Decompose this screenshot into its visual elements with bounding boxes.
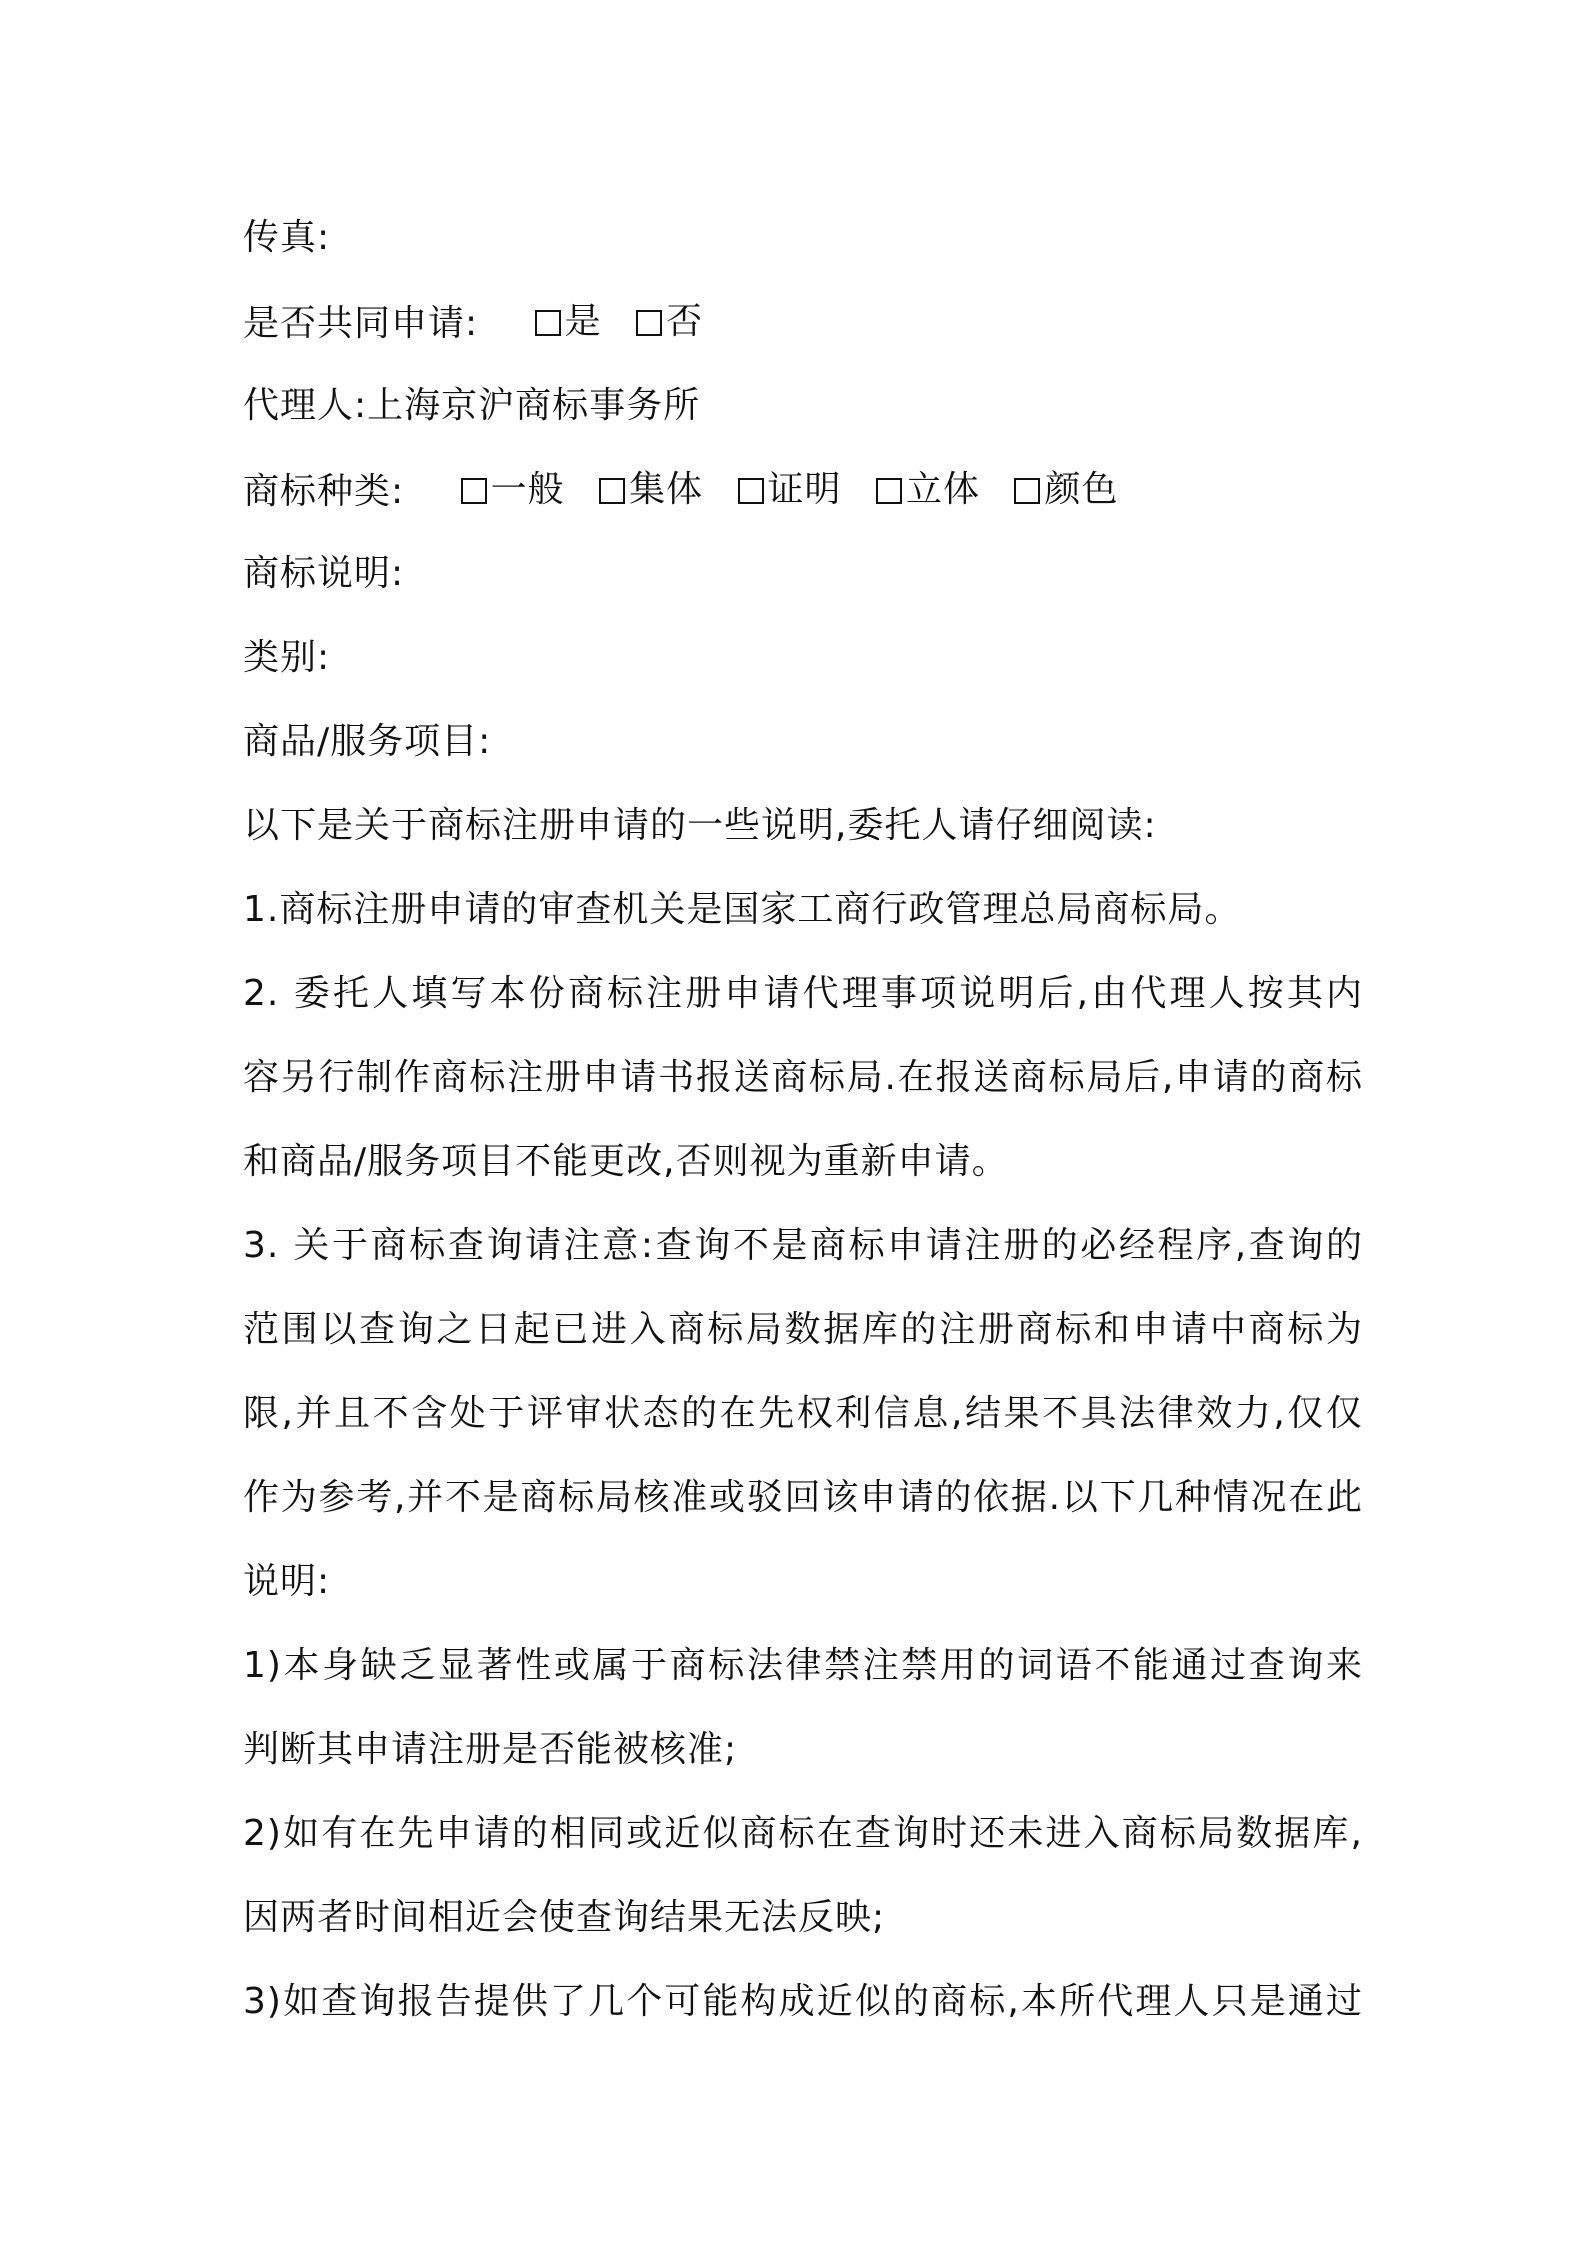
paragraph-line: 限,并且不含处于评审状态的在先权利信息,结果不具法律效力,仅仅 (243, 1393, 1363, 1434)
paragraph-line: 容另行制作商标注册申请书报送商标局.在报送商标局后,申请的商标 (243, 1057, 1363, 1098)
goods-services-label: 商品/服务项目: (243, 721, 492, 762)
checkbox-icon[interactable] (599, 478, 625, 504)
note-item-3 (243, 1204, 1363, 1624)
type-option-general-label: 一般 (490, 469, 565, 510)
paragraph-line: 2. 委托人填写本份商标注册申请代理事项说明后,由代理人按其内 (243, 973, 1363, 1014)
joint-application-field (243, 280, 1363, 364)
note-item-1: 1.商标注册申请的审查机关是国家工商行政管理总局商标局。 (243, 889, 1242, 930)
checkbox-icon[interactable] (461, 478, 487, 504)
joint-option-yes[interactable] (535, 280, 602, 364)
type-option-3d[interactable] (876, 448, 980, 532)
paragraph-line: 1)本身缺乏显著性或属于商标法律禁注禁用的词语不能通过查询来 (243, 1645, 1363, 1686)
checkbox-icon[interactable] (535, 310, 561, 336)
type-option-collective-label: 集体 (629, 469, 704, 510)
note-item-2 (243, 952, 1363, 1204)
type-option-certification[interactable] (738, 448, 842, 532)
trademark-type-label: 商标种类: (243, 471, 405, 512)
joint-option-yes-label: 是 (564, 301, 602, 342)
agent-field (243, 364, 1363, 448)
type-option-3d-label: 立体 (906, 469, 981, 510)
checkbox-icon[interactable] (738, 478, 764, 504)
paragraph-line: 2)如有在先申请的相同或近似商标在查询时还未进入商标局数据库, (243, 1813, 1363, 1854)
joint-option-no-label: 否 (666, 301, 704, 342)
joint-application-label: 是否共同申请: (243, 303, 479, 344)
joint-option-no[interactable] (636, 280, 703, 364)
agent-label: 代理人: (243, 385, 368, 426)
agent-value: 上海京沪商标事务所 (367, 385, 701, 426)
type-option-collective[interactable] (599, 448, 703, 532)
document-page (243, 196, 1363, 2044)
checkbox-icon[interactable] (636, 310, 662, 336)
checkbox-icon[interactable] (1014, 478, 1040, 504)
class-label: 类别: (243, 637, 331, 678)
paragraph-line: 说明: (243, 1561, 331, 1602)
fax-label: 传真: (243, 217, 331, 258)
note-sub-item-2 (243, 1792, 1363, 1960)
notes-intro: 以下是关于商标注册申请的一些说明,委托人请仔细阅读: (243, 805, 1157, 846)
paragraph-line: 3)如查询报告提供了几个可能构成近似的商标,本所代理人只是通过 (243, 1981, 1363, 2022)
checkbox-icon[interactable] (876, 478, 902, 504)
fax-field (243, 196, 1363, 280)
paragraph-line: 和商品/服务项目不能更改,否则视为重新申请。 (243, 1141, 1009, 1182)
trademark-description-label: 商标说明: (243, 553, 405, 594)
type-option-certification-label: 证明 (767, 469, 842, 510)
trademark-description-field (243, 532, 1363, 616)
paragraph-line: 作为参考,并不是商标局核准或驳回该申请的依据.以下几种情况在此 (243, 1477, 1363, 1518)
paragraph-line: 因两者时间相近会使查询结果无法反映; (243, 1897, 886, 1938)
trademark-type-field (243, 448, 1363, 532)
paragraph-line: 判断其申请注册是否能被核准; (243, 1729, 738, 1770)
goods-services-field (243, 700, 1363, 784)
class-field (243, 616, 1363, 700)
note-sub-item-3 (243, 1960, 1363, 2044)
paragraph-line: 范围以查询之日起已进入商标局数据库的注册商标和申请中商标为 (243, 1309, 1363, 1350)
type-option-color[interactable] (1014, 448, 1118, 532)
note-sub-item-1 (243, 1624, 1363, 1792)
type-option-general[interactable] (461, 448, 565, 532)
type-option-color-label: 颜色 (1044, 469, 1119, 510)
paragraph-line: 3. 关于商标查询请注意:查询不是商标申请注册的必经程序,查询的 (243, 1225, 1363, 1266)
